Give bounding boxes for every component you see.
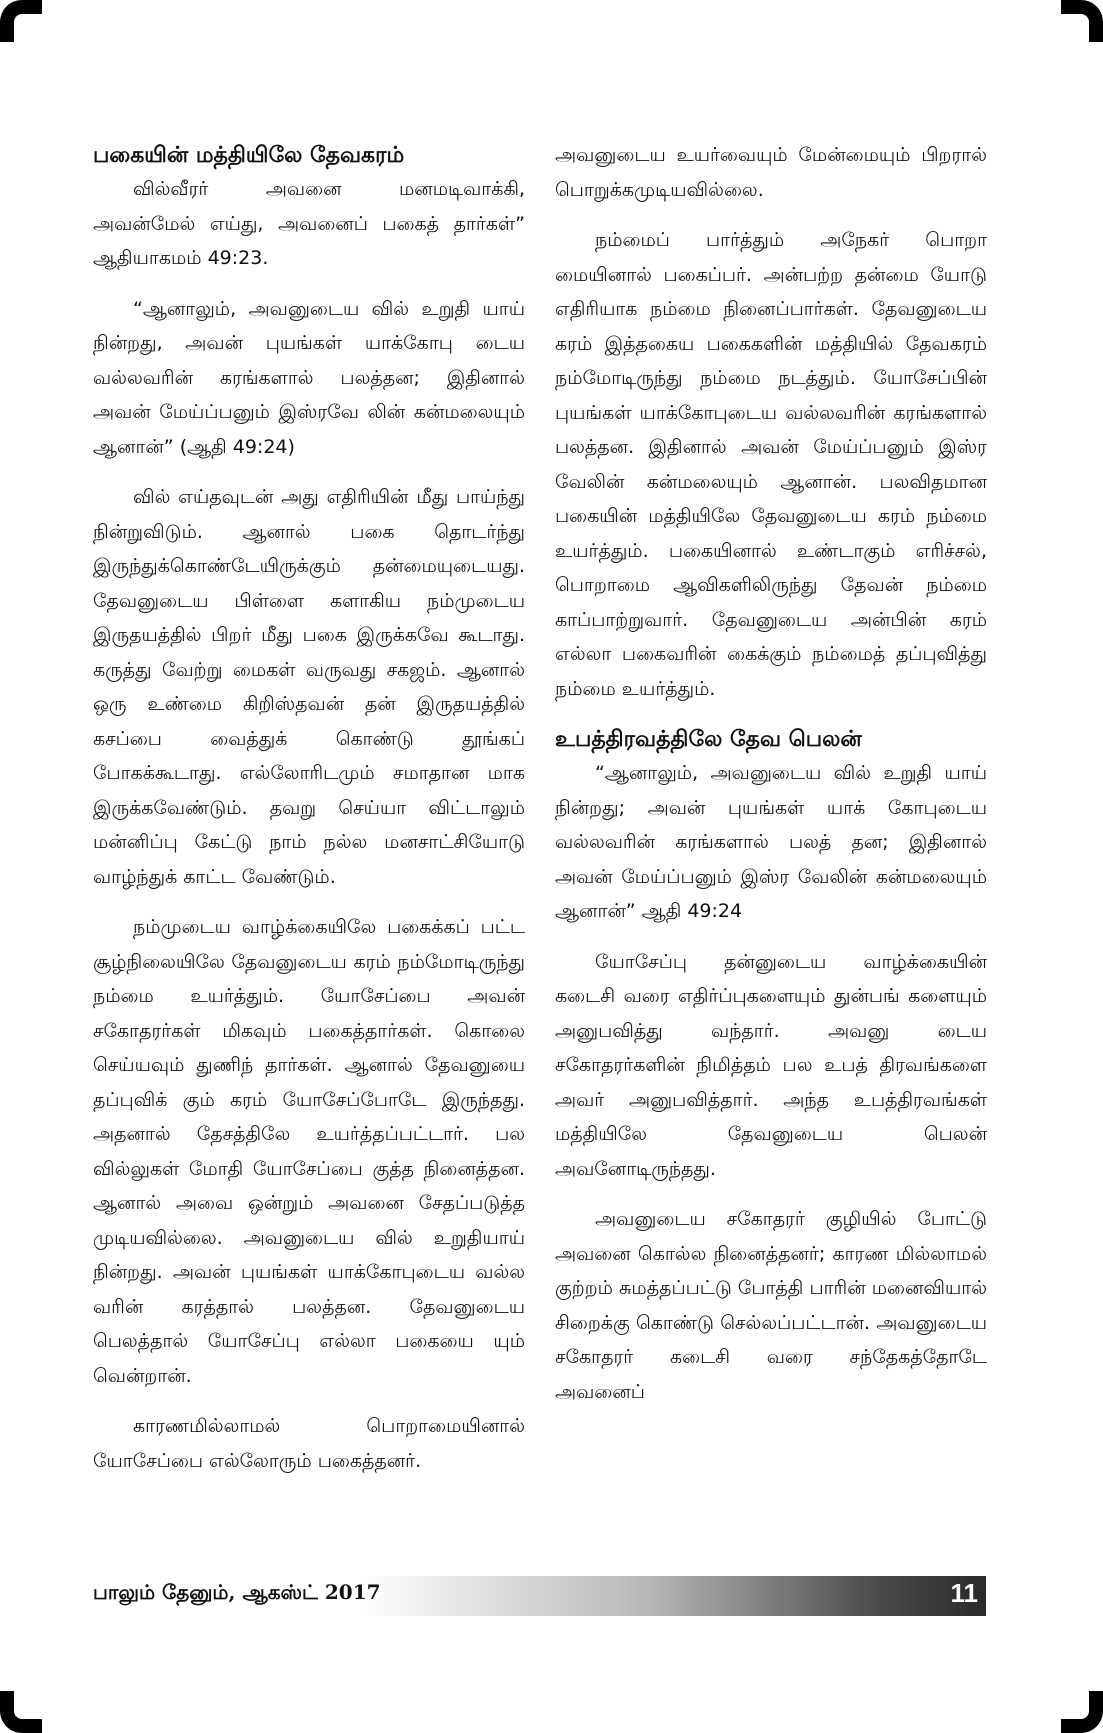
page-footer (93, 1576, 986, 1616)
paragraph: அவனுடைய சகோதரர் குழியில் போட்டு அவனை கொல்ல நினைத்தனர்; காரண மில்லாமல் குற்றம் சுமத்தப்பட்டு போத்தி பாரின் மனைவியால் சிறைக்கு கொண்டு செல்லப்பட்டான். அவனுடைய சகோதரர் கடைசி வரை சந்தேகத்தோடே அவனைப் (555, 1208, 987, 1403)
paragraph: “ஆனாலும், அவனுடைய வில் உறுதி யாய் நின்றது, அவன் புயங்கள் யாக்கோபு டைய வல்லவரின் கரங்களால் பலத்தன; இதினால் அவன் மேய்ப்பனும் இஸ்ரவே லின் கன்மலையும் ஆனான்” (ஆதி 49:24) (93, 297, 525, 458)
corner-mark-bottom-right (1061, 1691, 1103, 1733)
paragraph: வில்வீரர் அவனை மனமடிவாக்கி, அவன்மேல் எய்து, அவனைப் பகைத் தார்கள்” ஆதியாகமம் 49:23. (93, 178, 525, 269)
paragraph-continued: அவனுடைய உயர்வையும் மேன்மையும் பிறரால் பொறுக்கமுடியவில்லை. (555, 144, 987, 201)
publication-title: பாலும் தேனும், ஆகஸ்ட் 2017 (93, 1580, 381, 1604)
paragraph: யோசேப்பு தன்னுடைய வாழ்க்கையின் கடைசி வரை எதிர்ப்புகளையும் துன்பங் களையும் அனுபவித்து வந்தார். அவனு டைய சகோதரர்களின் நிமித்தம் பல உபத் திரவங்களை அவர் அனுபவித்தார். அந்த உபத்திரவங்கள் மத்தியிலே தேவனுடைய பெலன் அவனோடிருந்தது. (555, 950, 987, 1180)
paragraph: “ஆனாலும், அவனுடைய வில் உறுதி யாய் நின்றது; அவன் புயங்கள் யாக் கோபுடைய வல்லவரின் கரங்களால் பலத் தன; இதினால் அவன் மேய்ப்பனும் இஸ்ர வேலின் கன்மலையும் ஆனான்” ஆதி 49:24 (555, 762, 987, 922)
corner-mark-bottom-left (0, 1691, 42, 1733)
corner-mark-top-left (0, 0, 42, 42)
section-heading-tribulation: உபத்திரவத்திலே தேவ பெலன் (555, 726, 862, 752)
corner-mark-top-right (1061, 0, 1103, 42)
left-column (93, 138, 525, 1558)
page-number: 11 (950, 1578, 978, 1608)
paragraph: வில் எய்தவுடன் அது எதிரியின் மீது பாய்ந்து நின்றுவிடும். ஆனால் பகை தொடர்ந்து இருந்துக்கொண்டேயிருக்கும் தன்மையுடையது. தேவனுடைய பிள்ளை களாகிய நம்முடைய இருதயத்தில் பிறர் மீது பகை இருக்கவே கூடாது. கருத்து வேற்று மைகள் வருவது சகஜம். ஆனால் ஒரு உண்மை கிறிஸ்தவன் தன் இருதயத்தில் கசப்பை வைத்துக் கொண்டு தூங்கப் போகக்கூடாது. எல்லோரிடமும் சமாதான மாக இருக்கவேண்டும். தவறு செய்யா விட்டாலும் மன்னிப்பு கேட்டு நாம் நல்ல மனசாட்சியோடு வாழ்ந்துக் காட்ட வேண்டும். (93, 486, 525, 888)
paragraph: நம்மைப் பார்த்தும் அநேகர் பொறா மையினால் பகைப்பர். அன்பற்ற தன்மை யோடு எதிரியாக நம்மை நினைப்பார்கள். தேவனுடைய கரம் இத்தகைய பகைகளின் மத்தியில் தேவகரம் நம்மோடிருந்து நம்மை நடத்தும். யோசேப்பின் புயங்கள் யாக்கோபுடைய வல்லவரின் கரங்களால் பலத்தன. இதினால் அவன் மேய்ப்பனும் இஸ்ர வேலின் கன்மலையும் ஆனான். பலவிதமான பகையின் மத்தியிலே தேவனுடைய கரம் நம்மை உயர்த்தும். பகையினால் உண்டாகும் எரிச்சல், பொறாமை ஆவிகளிலிருந்து தேவன் நம்மை காப்பாற்றுவார். தேவனுடைய அன்பின் கரம் எல்லா பகைவரின் கைக்கும் நம்மைத் தப்புவித்து நம்மை உயர்த்தும். (555, 229, 987, 700)
paragraph: நம்முடைய வாழ்க்கையிலே பகைக்கப் பட்ட சூழ்நிலையிலே தேவனுடைய கரம் நம்மோடிருந்து நம்மை உயர்த்தும். யோசேப்பை அவன் சகோதரர்கள் மிகவும் பகைத்தார்கள். கொலை செய்யவும் துணிந் தார்கள். ஆனால் தேவனுயை தப்புவிக் கும் கரம் யோசேப்போடே இருந்தது. அதனால் தேசத்திலே உயர்த்தப்பட்டார். பல வில்லுகள் மோதி யோசேப்பை குத்த நினைத்தன. ஆனால் அவை ஒன்றும் அவனை சேதப்படுத்த முடியவில்லை. அவனுடைய வில் உறுதியாய் நின்றது. அவன் புயங்கள் யாக்கோபுடைய வல்ல வரின் கரத்தால் பலத்தன. தேவனுடைய பெலத்தால் யோசேப்பு எல்லா பகையை யும் வென்றான். (93, 916, 525, 1387)
paragraph: காரணமில்லாமல் பொறாமையினால் யோசேப்பை எல்லோரும் பகைத்தனர். (93, 1415, 525, 1472)
right-column (555, 138, 987, 1558)
section-heading-enmity: பகையின் மத்தியிலே தேவகரம் (93, 142, 405, 168)
